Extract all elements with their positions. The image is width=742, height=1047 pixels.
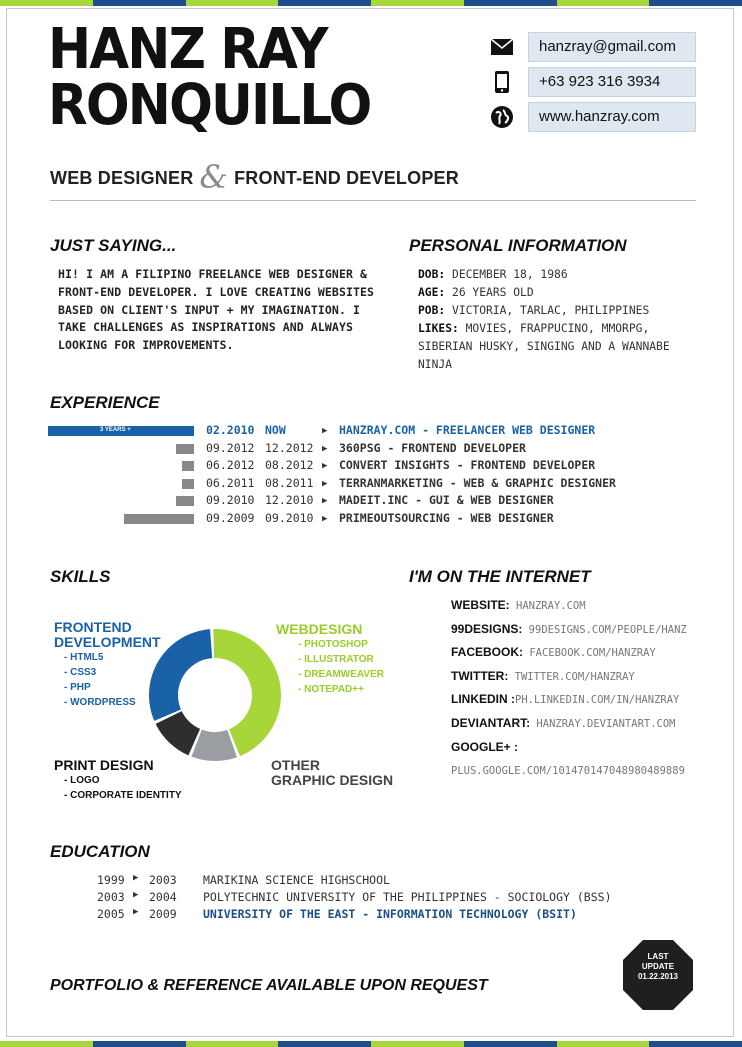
experience-duration-bar — [124, 514, 194, 524]
header-divider — [50, 200, 696, 201]
arrow-icon: ▶ — [133, 873, 139, 883]
education-from: 1999 — [97, 873, 125, 887]
internet-title: I'M ON THE INTERNET — [409, 567, 591, 586]
about-text — [58, 266, 388, 355]
skill-item: - HTML5 — [64, 652, 104, 663]
internet-row — [451, 740, 687, 764]
personal-value: 26 YEARS OLD — [445, 286, 534, 299]
personal-value: MOVIES, FRAPPUCINO, MMORPG, — [458, 322, 650, 335]
website-value[interactable]: www.hanzray.com — [528, 102, 696, 132]
role-left: WEB DESIGNER — [50, 168, 194, 188]
arrow-icon: ▶ — [322, 514, 328, 524]
experience-row — [0, 493, 742, 510]
experience-row — [0, 441, 742, 458]
personal-row — [418, 302, 670, 320]
skill-item: - DREAMWEAVER — [298, 669, 384, 680]
arrow-icon: ▶ — [322, 478, 328, 489]
personal-key: LIKES: — [418, 322, 459, 335]
experience-from: 09.2012 — [206, 440, 255, 455]
about-line: HI! I AM A FILIPINO FREELANCE WEB DESIGNER & — [58, 267, 368, 281]
experience-role: CONVERT INSIGHTS - FRONTEND DEVELOPER — [339, 458, 596, 473]
personal-key: AGE: — [418, 286, 446, 299]
skill-item: - PHP — [64, 682, 91, 693]
internet-link[interactable]: HANZRAY.COM — [509, 600, 586, 612]
experience-duration-bar — [182, 479, 194, 489]
internet-link[interactable]: HANZRAY.DEVIANTART.COM — [530, 717, 676, 730]
skills-title: SKILLS — [50, 567, 111, 586]
internet-key: 99DESIGNS: — [451, 621, 523, 636]
arrow-icon: ▶ — [322, 443, 328, 454]
arrow-icon: ▶ — [322, 496, 328, 507]
skill-webdesign — [276, 622, 384, 697]
experience-role: TERRANMARKETING - WEB & GRAPHIC DESIGNER — [339, 475, 616, 490]
about-line: LOOKING FOR IMPROVEMENTS. — [58, 338, 234, 353]
internet-row — [451, 692, 687, 716]
internet-row — [451, 763, 687, 787]
badge-line: UPDATE — [641, 962, 675, 971]
experience-duration-bar — [176, 496, 194, 506]
skill-item: - LOGO — [64, 775, 100, 786]
internet-row — [451, 622, 687, 646]
full-name — [48, 17, 371, 138]
arrow-icon: ▶ — [322, 426, 328, 436]
skill-frontend-title: FRONTEND — [54, 619, 132, 635]
role-right: FRONT-END DEVELOPER — [234, 168, 459, 188]
skill-item: - CSS3 — [64, 667, 97, 678]
personal-row — [418, 338, 670, 356]
education-from: 2005 — [97, 907, 125, 922]
arrow-icon: ▶ — [133, 890, 139, 901]
email-value[interactable]: hanzray@gmail.com — [528, 32, 696, 62]
role-ampersand: & — [199, 158, 229, 196]
personal-value: VICTORIA, TARLAC, PHILIPPINES — [445, 304, 650, 317]
internet-key: FACEBOOK: — [451, 645, 523, 660]
internet-key: TWITTER: — [451, 668, 509, 683]
education-to: 2009 — [149, 907, 177, 922]
arrow-icon: ▶ — [133, 907, 139, 918]
internet-row — [451, 645, 687, 669]
internet-link[interactable]: TWITTER.COM/HANZRAY — [508, 670, 635, 683]
experience-role: HANZRAY.COM - FREELANCER WEB DESIGNER — [339, 423, 596, 437]
experience-to: 09.2010 — [265, 511, 314, 525]
donut-slice-frontend-development — [149, 629, 212, 721]
last-name: RONQUILLO — [48, 73, 371, 138]
contact-email — [486, 32, 698, 62]
about-line: TAKE CHALLENGES AS INSPIRATIONS AND ALWAYS — [58, 320, 353, 335]
skill-item: - WORDPRESS — [64, 697, 136, 708]
experience-role: 360PSG - FRONTEND DEVELOPER — [339, 440, 526, 455]
education-title: EDUCATION — [50, 842, 150, 861]
arrow-icon: ▶ — [322, 461, 328, 472]
experience-to: NOW — [265, 423, 286, 437]
badge-date: 01.22.2013 — [637, 972, 679, 981]
donut-slice-print-design — [156, 711, 200, 755]
experience-from: 06.2012 — [206, 458, 255, 473]
experience-from: 06.2011 — [206, 475, 255, 490]
experience-to: 08.2011 — [265, 475, 314, 490]
experience-role: PRIMEOUTSOURCING - WEB DESIGNER — [339, 511, 554, 525]
about-line: FRONT-END DEVELOPER. I LOVE CREATING WEBSITES — [58, 284, 375, 299]
skill-webdesign-title: WEBDESIGN — [276, 621, 363, 637]
skills-donut-chart — [140, 620, 290, 770]
experience-to: 12.2012 — [265, 440, 314, 455]
experience-title: EXPERIENCE — [50, 393, 160, 412]
skill-print-title: PRINT DESIGN — [54, 757, 154, 773]
globe-icon — [486, 102, 518, 132]
experience-role: MADEIT.INC - GUI & WEB DESIGNER — [339, 493, 554, 508]
experience-from: 09.2009 — [206, 511, 255, 525]
internet-link[interactable]: FACEBOOK.COM/HANZRAY — [523, 647, 656, 660]
personal-row — [418, 356, 670, 374]
experience-row — [0, 511, 742, 528]
personal-row — [418, 284, 670, 302]
skill-item: - PHOTOSHOP — [298, 639, 368, 650]
last-update-text — [622, 952, 694, 982]
internet-key: DEVIANTART: — [451, 715, 531, 730]
skill-other-title: OTHER — [271, 757, 320, 773]
experience-to: 08.2012 — [265, 458, 314, 473]
skill-item: - ILLUSTRATOR — [298, 654, 374, 665]
internet-key: LINKEDIN : — [451, 692, 515, 707]
internet-row — [451, 716, 687, 740]
education-school: MARIKINA SCIENCE HIGHSCHOOL — [203, 873, 390, 887]
personal-value: NINJA — [418, 358, 453, 371]
education-to: 2004 — [149, 890, 177, 905]
education-school: UNIVERSITY OF THE EAST - INFORMATION TECHNOLOGY (BSIT) — [203, 907, 577, 922]
internet-link[interactable]: 99DESIGNS.COM/PEOPLE/HANZ — [522, 623, 687, 636]
personal-value: DECEMBER 18, 1986 — [445, 268, 568, 281]
badge-line: LAST — [647, 952, 669, 961]
first-name: HANZ RAY — [48, 17, 327, 82]
internet-key: GOOGLE+ : — [451, 739, 519, 754]
experience-from: 02.2010 — [206, 423, 255, 437]
contact-phone — [486, 67, 698, 97]
experience-row — [0, 458, 742, 475]
job-title — [50, 158, 459, 196]
education-row — [0, 907, 742, 924]
experience-duration-bar — [176, 444, 194, 454]
internet-row — [451, 598, 687, 622]
education-to: 2003 — [149, 873, 177, 887]
phone-icon — [486, 67, 518, 97]
personal-info — [418, 266, 670, 374]
footer-text: PORTFOLIO & REFERENCE AVAILABLE UPON REQUEST — [50, 977, 488, 994]
experience-to: 12.2010 — [265, 493, 314, 508]
about-title: JUST SAYING... — [50, 236, 177, 255]
phone-value[interactable]: +63 923 316 3934 — [528, 67, 696, 97]
skill-frontend-title: DEVELOPMENT — [54, 634, 161, 650]
top-stripe — [0, 0, 742, 6]
education-school: POLYTECHNIC UNIVERSITY OF THE PHILIPPINES - SOCIOLOGY (BSS) — [203, 890, 612, 905]
internet-row — [451, 669, 687, 693]
personal-key: POB: — [418, 304, 446, 317]
personal-row — [418, 266, 670, 284]
personal-key: DOB: — [418, 268, 446, 281]
experience-row — [0, 476, 742, 493]
experience-from: 09.2010 — [206, 493, 255, 508]
skill-item: - CORPORATE IDENTITY — [64, 790, 182, 801]
contact-website — [486, 102, 698, 132]
internet-link[interactable]: PH.LINKEDIN.COM/IN/HANZRAY — [515, 694, 680, 707]
internet-link[interactable]: PLUS.GOOGLE.COM/101470147048980489889 — [451, 765, 685, 778]
internet-list — [451, 598, 687, 787]
experience-duration-bar — [182, 461, 194, 471]
education-row — [0, 890, 742, 907]
about-line: BASED ON CLIENT'S INPUT + MY IMAGINATION. I — [58, 302, 361, 317]
personal-title: PERSONAL INFORMATION — [409, 236, 627, 255]
experience-row — [0, 423, 742, 440]
education-row — [0, 873, 742, 890]
donut-slice-other-graphic-design — [191, 730, 237, 761]
skill-other-title: GRAPHIC DESIGN — [271, 772, 394, 788]
personal-row — [418, 320, 670, 338]
experience-bar-label: 3 YEARS + — [100, 427, 131, 433]
education-from: 2003 — [97, 890, 125, 905]
internet-key: WEBSITE: — [451, 598, 510, 612]
envelope-icon — [486, 32, 518, 62]
skill-item: - NOTEPAD++ — [298, 684, 364, 695]
bottom-stripe — [0, 1041, 742, 1047]
personal-value: SIBERIAN HUSKY, SINGING AND A WANNABE — [418, 340, 670, 353]
